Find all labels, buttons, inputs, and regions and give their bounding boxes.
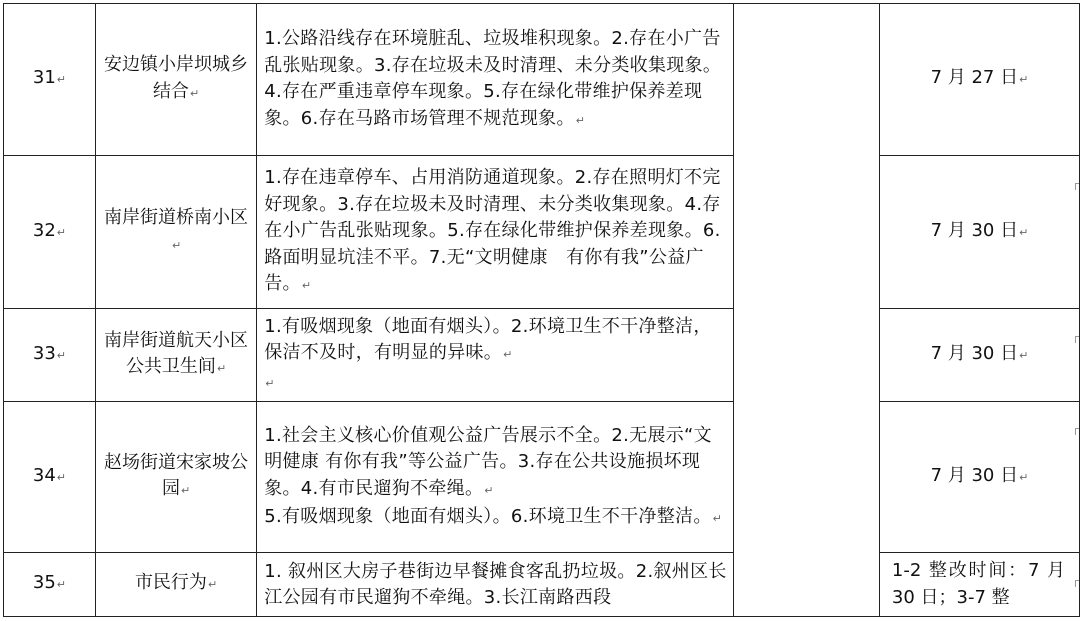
deadline-cell: 1-2 整改时间：7 月 30 日；3-7 整	[879, 553, 1079, 617]
row-number: 33↵	[4, 309, 96, 402]
row-number: 32↵	[4, 156, 96, 309]
table-row	[4, 4, 1080, 156]
table-row	[4, 309, 1080, 402]
row-number: 35↵	[4, 553, 96, 617]
deadline-cell: 7 月 30 日↵	[879, 156, 1079, 309]
table-row	[4, 156, 1080, 309]
deadline-cell: 7 月 30 日↵	[879, 402, 1079, 553]
margin-tick-mark	[1075, 183, 1079, 190]
issues-cell: 1.公路沿线存在环境脏乱、垃圾堆积现象。2.存在小广告乱张贴现象。3.存在垃圾未及时清理、未分类收集现象。4.存在严重违章停车现象。5.存在绿化带维护保养差现象。6.存在马路市场管理不规范现象。↵	[257, 4, 734, 156]
location-cell: 南岸街道桥南小区↵	[95, 156, 256, 309]
row-number: 31↵	[4, 4, 96, 156]
margin-tick-mark	[1075, 428, 1079, 435]
location-cell: 赵场街道宋家坡公园↵	[95, 402, 256, 553]
issues-cell: 1. 叙州区大房子巷街边早餐摊食客乱扔垃圾。2.叙州区长江公园有市民遛狗不牵绳。3.长江南路西段	[257, 553, 734, 617]
deadline-cell: 7 月 27 日↵	[879, 4, 1079, 156]
location-cell: 安边镇小岸坝城乡结合↵	[95, 4, 256, 156]
issues-cell: 1.社会主义核心价值观公益广告展示不全。2.无展示“文明健康 有你有我”等公益广告。3.存在公共设施损坏现象。4.有市民遛狗不牵绳。↵ 5.有吸烟现象（地面有烟头）。6.环境卫生不干净整洁。↵	[257, 402, 734, 553]
margin-tick-mark	[1075, 336, 1079, 343]
table-row	[4, 553, 1080, 617]
blank-column-cell	[734, 4, 880, 617]
row-number: 34↵	[4, 402, 96, 553]
inspection-table	[3, 3, 1080, 617]
issues-cell: 1.存在违章停车、占用消防通道现象。2.存在照明灯不完好现象。3.存在垃圾未及时清理、未分类收集现象。4.存在小广告乱张贴现象。5.存在绿化带维护保养差现象。6.路面明显坑洼不平。7.无“文明健康 有你有我”公益广告。↵	[257, 156, 734, 309]
table-row	[4, 402, 1080, 553]
margin-tick-mark	[1075, 580, 1079, 587]
issues-cell: 1.有吸烟现象（地面有烟头）。2.环境卫生不干净整洁，保洁不及时，有明显的异味。↵ ↵	[257, 309, 734, 402]
deadline-cell: 7 月 30 日↵	[879, 309, 1079, 402]
location-cell: 市民行为↵	[95, 553, 256, 617]
location-cell: 南岸街道航天小区公共卫生间↵	[95, 309, 256, 402]
